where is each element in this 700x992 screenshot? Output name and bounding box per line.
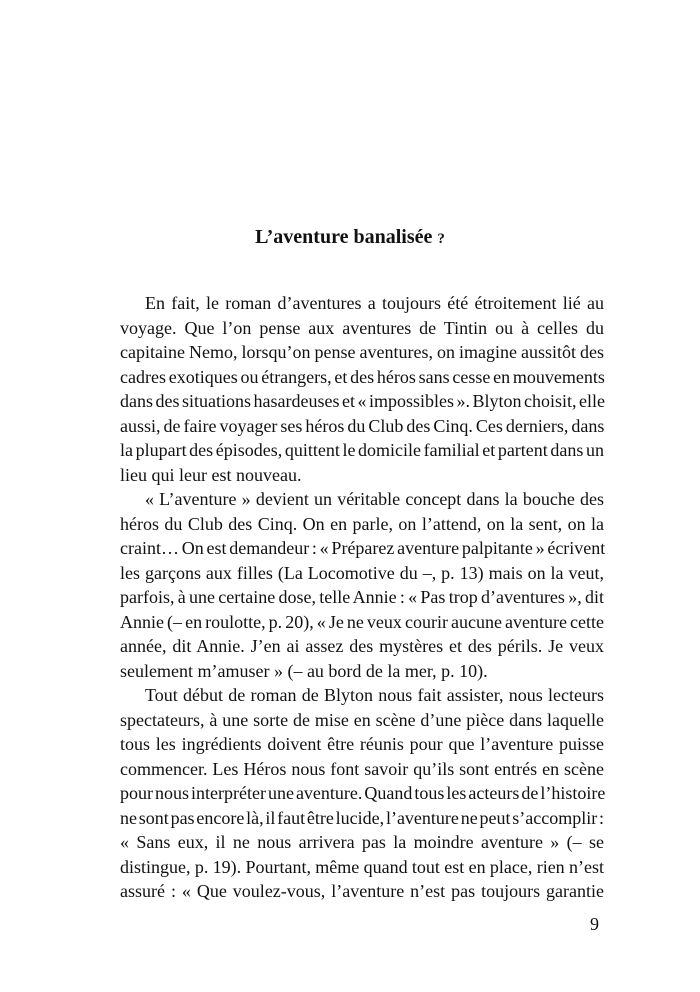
text-line: assuré : « Que voulez-vous, l’aventure n’est pas toujours garantie [120,881,604,901]
text-line: voyage. Que l’on pense aux aventures de Tintin ou à celles du [120,317,604,338]
paragraph [120,683,604,904]
text-line: les garçons aux filles (La Locomotive du –, p. 13) mais on la veut, [120,562,604,583]
text-line: dans des situations hasardeuses et « impossibles ». Blyton choisit, elle [120,391,605,411]
text-line: craint… On est demandeur : « Préparez aventure palpitante » écrivent [120,538,606,558]
text-line: Annie (– en roulotte, p. 20), « Je ne veux courir aucune aventure cette [120,611,604,632]
text-line: tous les ingrédients doivent être réunis pour que l’aventure puisse [120,734,604,754]
text-line: capitaine Nemo, lorsqu’on pense aventures, on imagine aussitôt des [120,342,604,362]
chapter-title-text: L’aventure banalisée [255,226,433,248]
paragraph [120,487,604,683]
text-line: seulement m’amuser » (– au bord de la mer, p. 10). [120,660,488,681]
text-line: année, dit Annie. J’en ai assez des mystères et des périls. Je veux [120,636,604,656]
text-line: cadres exotiques ou étrangers, et des héros sans cesse en mouvements [120,366,605,387]
body-text [120,291,604,904]
text-line: Tout début de roman de Blyton nous fait assister, nous lecteurs [145,685,604,705]
text-line: spectateurs, à une sorte de mise en scène d’une pièce dans laquelle [120,709,604,730]
text-line: lieu qui leur est nouveau. [120,464,302,485]
text-line: distingue, p. 19). Pourtant, même quand tout est en place, rien n’est [120,856,604,877]
text-line: « L’aventure » devient un véritable concept dans la bouche des [145,489,604,509]
text-line: aussi, de faire voyager ses héros du Club des Cinq. Ces derniers, dans [120,415,605,436]
text-line: En fait, le roman d’aventures a toujours été étroitement lié au [145,293,604,313]
text-line: parfois, à une certaine dose, telle Annie : « Pas trop d’aventures », dit [120,587,604,607]
text-line: la plupart des épisodes, quittent le domicile familial et partent dans un [120,440,604,460]
paragraph [120,291,604,487]
text-line: « Sans eux, il ne nous arrivera pas la moindre aventure » (– se [120,832,604,852]
text-line: commencer. Les Héros nous font savoir qu’ils sont entrés en scène [120,758,604,779]
text-line: pour nous interpréter une aventure. Quand tous les acteurs de l’histoire [120,783,606,803]
text-line: héros du Club des Cinq. On en parle, on l’attend, on la sent, on la [120,513,604,534]
text-line: ne sont pas encore là, il faut être lucide, l’aventure ne peut s’accomplir : [120,807,604,828]
chapter-title [0,226,700,249]
chapter-title-mark: ? [437,231,445,247]
page-number: 9 [590,914,599,934]
